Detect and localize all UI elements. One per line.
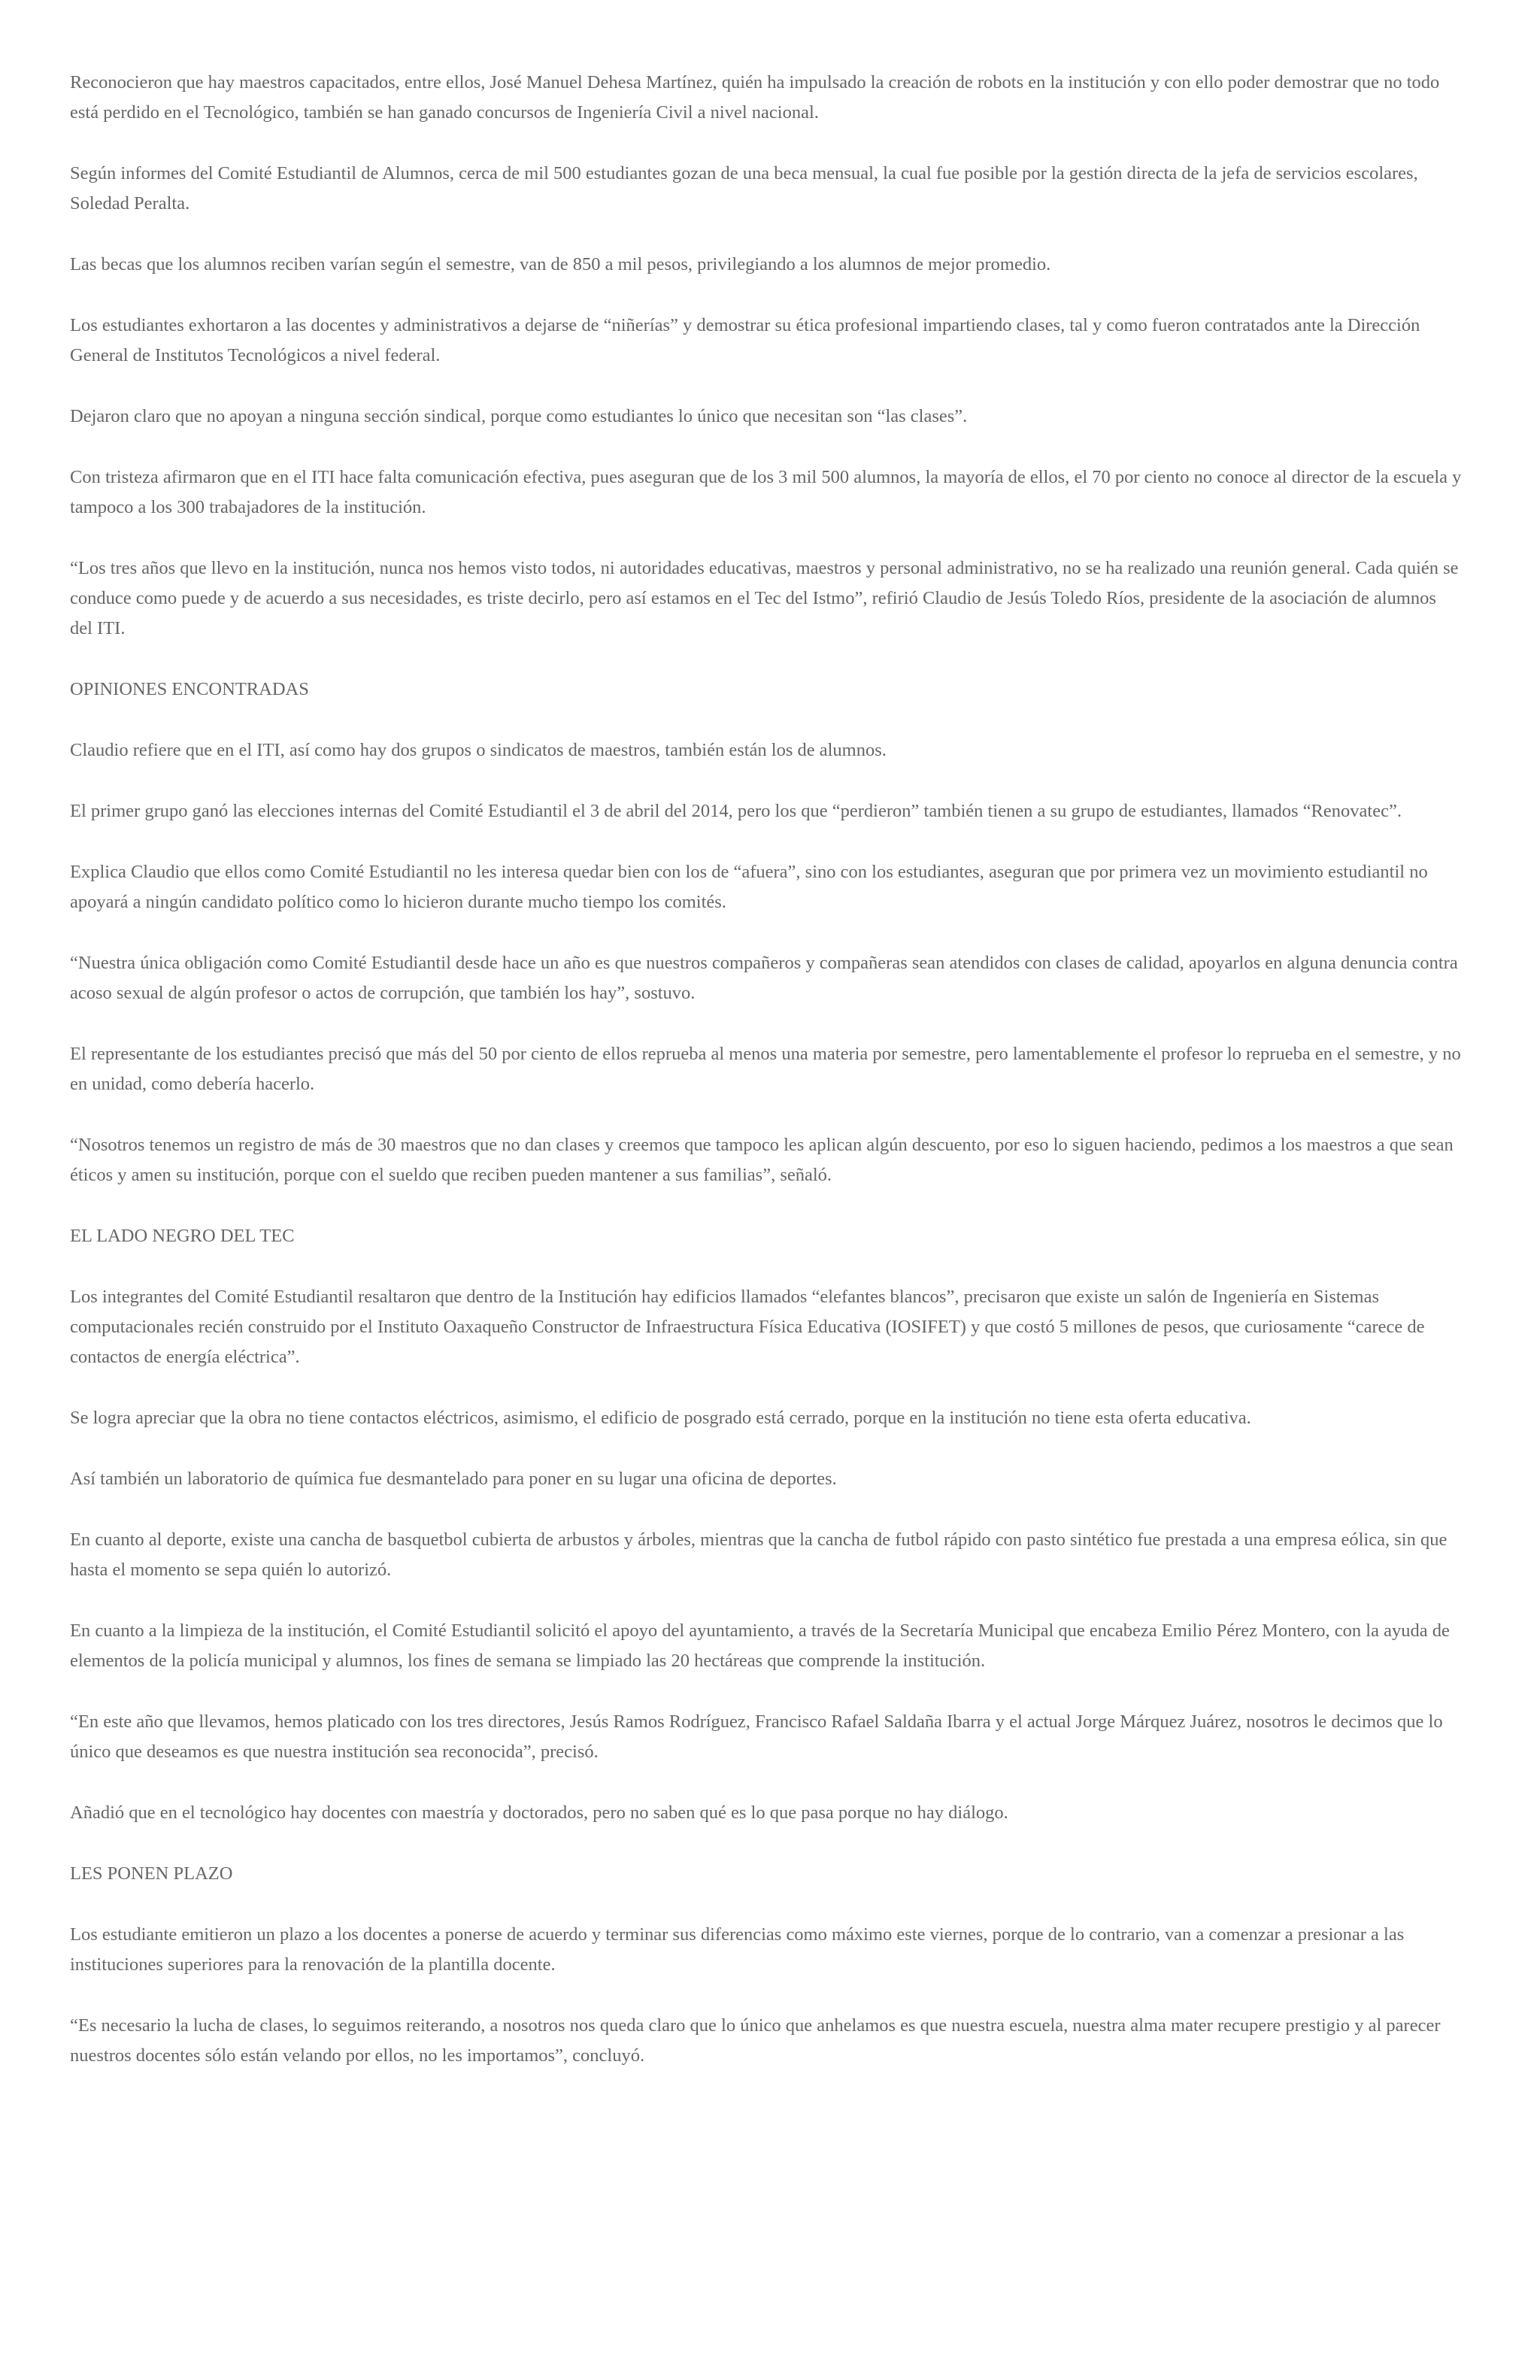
paragraph-robots: Reconocieron que hay maestros capacitados, entre ellos, José Manuel Dehesa Martínez, quién ha impulsado la creación de robots en la institución y con ello poder demostrar que no todo está perdido en el Tecnológico, también se han ganado concursos de Ingeniería Civil a nivel nacional. xyxy=(70,72,1440,123)
paragraph-becas-informe: Según informes del Comité Estudiantil de Alumnos, cerca de mil 500 estudiantes gozan de una beca mensual, la cual fue posible por la gestión directa de la jefa de servicios escolares, Soledad Peralta. xyxy=(70,163,1418,214)
paragraph-elecciones: El primer grupo ganó las elecciones internas del Comité Estudiantil el 3 de abril del 2014, pero los que “perdieron” también tienen a su grupo de estudiantes, llamados “Renovatec”. xyxy=(70,801,1402,821)
paragraph-deporte: En cuanto al deporte, existe una cancha de basquetbol cubierta de arbustos y árboles, mientras que la cancha de futbol rápido con pasto sintético fue prestada a una empresa eólica, sin que hasta el momento se sepa quién lo autorizó. xyxy=(70,1530,1448,1580)
paragraph-conclusion: “Es necesario la lucha de clases, lo seguimos reiterando, a nosotros nos queda claro que lo único que anhelamos es que nuestra escuela, nuestra alma mater recupere prestigio y al parecer nuestros docentes sólo están velando por ellos, no les importamos”, concluyó. xyxy=(70,2015,1441,2066)
paragraph-contactos: Se logra apreciar que la obra no tiene contactos eléctricos, asimismo, el edificio de posgrado está cerrado, porque en la institución no tiene esta oferta educativa. xyxy=(70,1408,1251,1428)
paragraph-grupos: Claudio refiere que en el ITI, así como hay dos grupos o sindicatos de maestros, también están los de alumnos. xyxy=(70,740,887,760)
paragraph-laboratorio: Así también un laboratorio de química fue desmantelado para poner en su lugar una oficina de deportes. xyxy=(70,1469,837,1489)
paragraph-becas-montos: Las becas que los alumnos reciben varían según el semestre, van de 850 a mil pesos, privilegiando a los alumnos de mejor promedio. xyxy=(70,254,1051,274)
paragraph-obligacion: “Nuestra única obligación como Comité Estudiantil desde hace un año es que nuestros compañeros y compañeras sean atendidos con clases de calidad, apoyarlos en alguna denuncia contra acoso sexual de algún profesor o actos de corrupción, que también los hay”, sostuvo. xyxy=(70,953,1458,1003)
section-heading-lado-negro: EL LADO NEGRO DEL TEC xyxy=(70,1226,295,1246)
paragraph-exhorto: Los estudiantes exhortaron a las docentes y administrativos a dejarse de “niñerías” y demostrar su ética profesional impartiendo clases, tal y como fueron contratados ante la Dirección General de Institutos Tecnológicos a nivel federal. xyxy=(70,315,1420,365)
paragraph-afuera: Explica Claudio que ellos como Comité Estudiantil no les interesa quedar bien con los de “afuera”, sino con los estudiantes, aseguran que por primera vez un movimiento estudiantil no apoyará a ningún candidato político como lo hicieron durante mucho tiempo los comités. xyxy=(70,862,1428,912)
paragraph-plazo: Los estudiante emitieron un plazo a los docentes a ponerse de acuerdo y terminar sus diferencias como máximo este viernes, porque de lo contrario, van a comenzar a presionar a las instituciones superiores para la renovación de la plantilla docente. xyxy=(70,1924,1405,1975)
paragraph-limpieza: En cuanto a la limpieza de la institución, el Comité Estudiantil solicitó el apoyo del ayuntamiento, a través de la Secretaría Municipal que encabeza Emilio Pérez Montero, con la ayuda de elementos de la policía municipal y alumnos, los fines de semana se limpiado las 20 hectáreas que comprende la institución. xyxy=(70,1621,1450,1671)
article-body xyxy=(70,68,1463,2102)
paragraph-reprobacion: El representante de los estudiantes precisó que más del 50 por ciento de ellos reprueba al menos una materia por semestre, pero lamentablemente el profesor lo reprueba en el semestre, y no en unidad, como debería hacerlo. xyxy=(70,1044,1461,1094)
section-heading-opiniones: OPINIONES ENCONTRADAS xyxy=(70,679,309,699)
section-heading-plazo: LES PONEN PLAZO xyxy=(70,1863,233,1884)
paragraph-registro-maestros: “Nosotros tenemos un registro de más de 30 maestros que no dan clases y creemos que tampoco les aplican algún descuento, por eso lo siguen haciendo, pedimos a los maestros a que sean éticos y amen su institución, porque con el sueldo que reciben pueden mantener a sus familias”, señaló. xyxy=(70,1135,1454,1185)
paragraph-elefantes-blancos: Los integrantes del Comité Estudiantil resaltaron que dentro de la Institución hay edificios llamados “elefantes blancos”, precisaron que existe un salón de Ingeniería en Sistemas computacionales recién construido por el Instituto Oaxaqueño Constructor de Infraestructura Física Educativa (IOSIFET) y que costó 5 millones de pesos, que curiosamente “carece de contactos de energía eléctrica”. xyxy=(70,1287,1425,1367)
paragraph-seccion-sindical: Dejaron claro que no apoyan a ninguna sección sindical, porque como estudiantes lo único que necesitan son “las clases”. xyxy=(70,406,968,426)
paragraph-quote-claudio: “Los tres años que llevo en la institución, nunca nos hemos visto todos, ni autoridades educativas, maestros y personal administrativo, no se ha realizado una reunión general. Cada quién se conduce como puede y de acuerdo a sus necesidades, es triste decirlo, pero así estamos en el Tec del Istmo”, refirió Claudio de Jesús Toledo Ríos, presidente de la asociación de alumnos del ITI. xyxy=(70,558,1459,638)
paragraph-dialogo: Añadió que en el tecnológico hay docentes con maestría y doctorados, pero no saben qué es lo que pasa porque no hay diálogo. xyxy=(70,1802,1008,1823)
paragraph-comunicacion: Con tristeza afirmaron que en el ITI hace falta comunicación efectiva, pues aseguran que de los 3 mil 500 alumnos, la mayoría de ellos, el 70 por ciento no conoce al director de la escuela y tampoco a los 300 trabajadores de la institución. xyxy=(70,467,1462,517)
paragraph-directores: “En este año que llevamos, hemos platicado con los tres directores, Jesús Ramos Rodríguez, Francisco Rafael Saldaña Ibarra y el actual Jorge Márquez Juárez, nosotros le decimos que lo único que deseamos es que nuestra institución sea reconocida”, precisó. xyxy=(70,1711,1443,1762)
